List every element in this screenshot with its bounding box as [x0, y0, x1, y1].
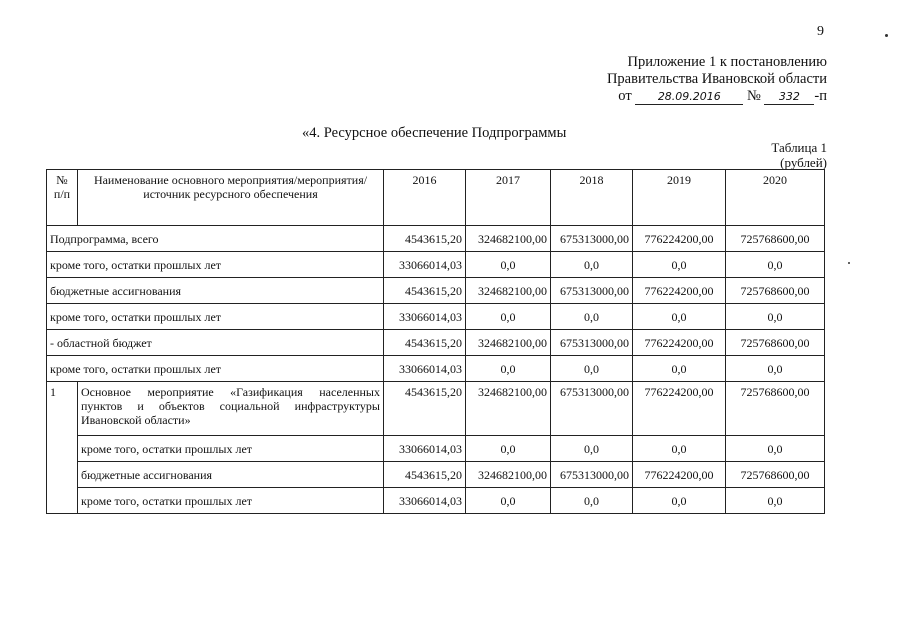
units-label: (рублей) — [780, 155, 827, 170]
table-header-row — [47, 170, 825, 226]
cell-value: 675313000,00 — [551, 330, 633, 356]
cell-value: 324682100,00 — [466, 462, 551, 488]
header-year: 2019 — [633, 170, 726, 226]
cell-value: 675313000,00 — [551, 278, 633, 304]
table-row — [47, 462, 825, 488]
cell-value: 0,0 — [726, 252, 825, 278]
cell-value: 675313000,00 — [551, 382, 633, 436]
header-year: 2018 — [551, 170, 633, 226]
cell-value: 776224200,00 — [633, 462, 726, 488]
cell-value: 0,0 — [633, 356, 726, 382]
row-label: Основное мероприятие «Газификация населенных пунктов и объектов социальной инфраструктуры Ивановской области» — [78, 382, 384, 436]
cell-value: 0,0 — [551, 356, 633, 382]
header-year: 2020 — [726, 170, 825, 226]
cell-value: 33066014,03 — [384, 488, 466, 514]
number-label: № — [746, 88, 761, 104]
cell-value: 776224200,00 — [633, 226, 726, 252]
header-year: 2016 — [384, 170, 466, 226]
cell-value: 324682100,00 — [466, 278, 551, 304]
cell-value: 324682100,00 — [466, 382, 551, 436]
section-title: «4. Ресурсное обеспечение Подпрограммы — [302, 125, 567, 141]
cell-value: 725768600,00 — [726, 330, 825, 356]
row-label: кроме того, остатки прошлых лет — [47, 304, 384, 330]
resource-table — [46, 169, 825, 514]
cell-value: 4543615,20 — [384, 278, 466, 304]
cell-value: 0,0 — [466, 356, 551, 382]
cell-value: 324682100,00 — [466, 226, 551, 252]
cell-value: 776224200,00 — [633, 330, 726, 356]
table-row — [47, 356, 825, 382]
appendix-line-1: Приложение 1 к постановлению — [627, 54, 827, 70]
handwritten-date: 28.09.2016 — [635, 90, 743, 105]
row-label: Подпрограмма, всего — [47, 226, 384, 252]
cell-value: 675313000,00 — [551, 226, 633, 252]
cell-value: 0,0 — [551, 252, 633, 278]
cell-value: 4543615,20 — [384, 226, 466, 252]
table-row — [47, 488, 825, 514]
cell-value: 33066014,03 — [384, 436, 466, 462]
cell-value: 0,0 — [466, 304, 551, 330]
handwritten-number: 332 — [764, 90, 814, 105]
table-row — [47, 436, 825, 462]
cell-value: 725768600,00 — [726, 278, 825, 304]
header-no: № п/п — [47, 170, 78, 226]
table-row — [47, 330, 825, 356]
cell-value: 0,0 — [551, 488, 633, 514]
page-number: 9 — [817, 24, 824, 39]
table-row — [47, 304, 825, 330]
cell-value: 0,0 — [466, 436, 551, 462]
appendix-line-2: Правительства Ивановской области — [606, 71, 827, 87]
table-row — [47, 226, 825, 252]
row-label: - областной бюджет — [47, 330, 384, 356]
cell-value: 0,0 — [726, 304, 825, 330]
cell-value: 0,0 — [633, 304, 726, 330]
cell-value: 33066014,03 — [384, 252, 466, 278]
row-label: кроме того, остатки прошлых лет — [47, 252, 384, 278]
row-label: бюджетные ассигнования — [47, 278, 384, 304]
scan-speck — [885, 34, 888, 37]
table-label: Таблица 1 — [771, 140, 827, 155]
appendix-header — [607, 54, 827, 105]
cell-value: 0,0 — [551, 304, 633, 330]
scan-speck — [848, 262, 850, 264]
cell-value: 725768600,00 — [726, 382, 825, 436]
cell-value: 0,0 — [726, 436, 825, 462]
from-label: от — [618, 88, 632, 104]
number-suffix: -п — [814, 88, 827, 104]
row-label: бюджетные ассигнования — [78, 462, 384, 488]
cell-value: 33066014,03 — [384, 356, 466, 382]
cell-value: 0,0 — [466, 252, 551, 278]
cell-value: 0,0 — [633, 488, 726, 514]
table-row — [47, 252, 825, 278]
cell-value: 33066014,03 — [384, 304, 466, 330]
cell-value: 0,0 — [726, 356, 825, 382]
appendix-date-line — [607, 88, 827, 105]
cell-value: 0,0 — [726, 488, 825, 514]
header-name: Наименование основного мероприятия/мероприятия/источник ресурсного обеспечения — [78, 170, 384, 226]
cell-value: 725768600,00 — [726, 226, 825, 252]
cell-value: 0,0 — [551, 436, 633, 462]
table-caption — [771, 140, 827, 170]
cell-value: 675313000,00 — [551, 462, 633, 488]
row-label: кроме того, остатки прошлых лет — [78, 488, 384, 514]
cell-value: 324682100,00 — [466, 330, 551, 356]
header-year: 2017 — [466, 170, 551, 226]
cell-value: 4543615,20 — [384, 330, 466, 356]
cell-value: 776224200,00 — [633, 278, 726, 304]
cell-value: 0,0 — [633, 436, 726, 462]
table-row — [47, 382, 825, 436]
activity-number: 1 — [47, 382, 78, 514]
cell-value: 4543615,20 — [384, 382, 466, 436]
cell-value: 0,0 — [633, 252, 726, 278]
table-row — [47, 278, 825, 304]
cell-value: 4543615,20 — [384, 462, 466, 488]
row-label: кроме того, остатки прошлых лет — [47, 356, 384, 382]
cell-value: 725768600,00 — [726, 462, 825, 488]
row-label: кроме того, остатки прошлых лет — [78, 436, 384, 462]
cell-value: 0,0 — [466, 488, 551, 514]
cell-value: 776224200,00 — [633, 382, 726, 436]
